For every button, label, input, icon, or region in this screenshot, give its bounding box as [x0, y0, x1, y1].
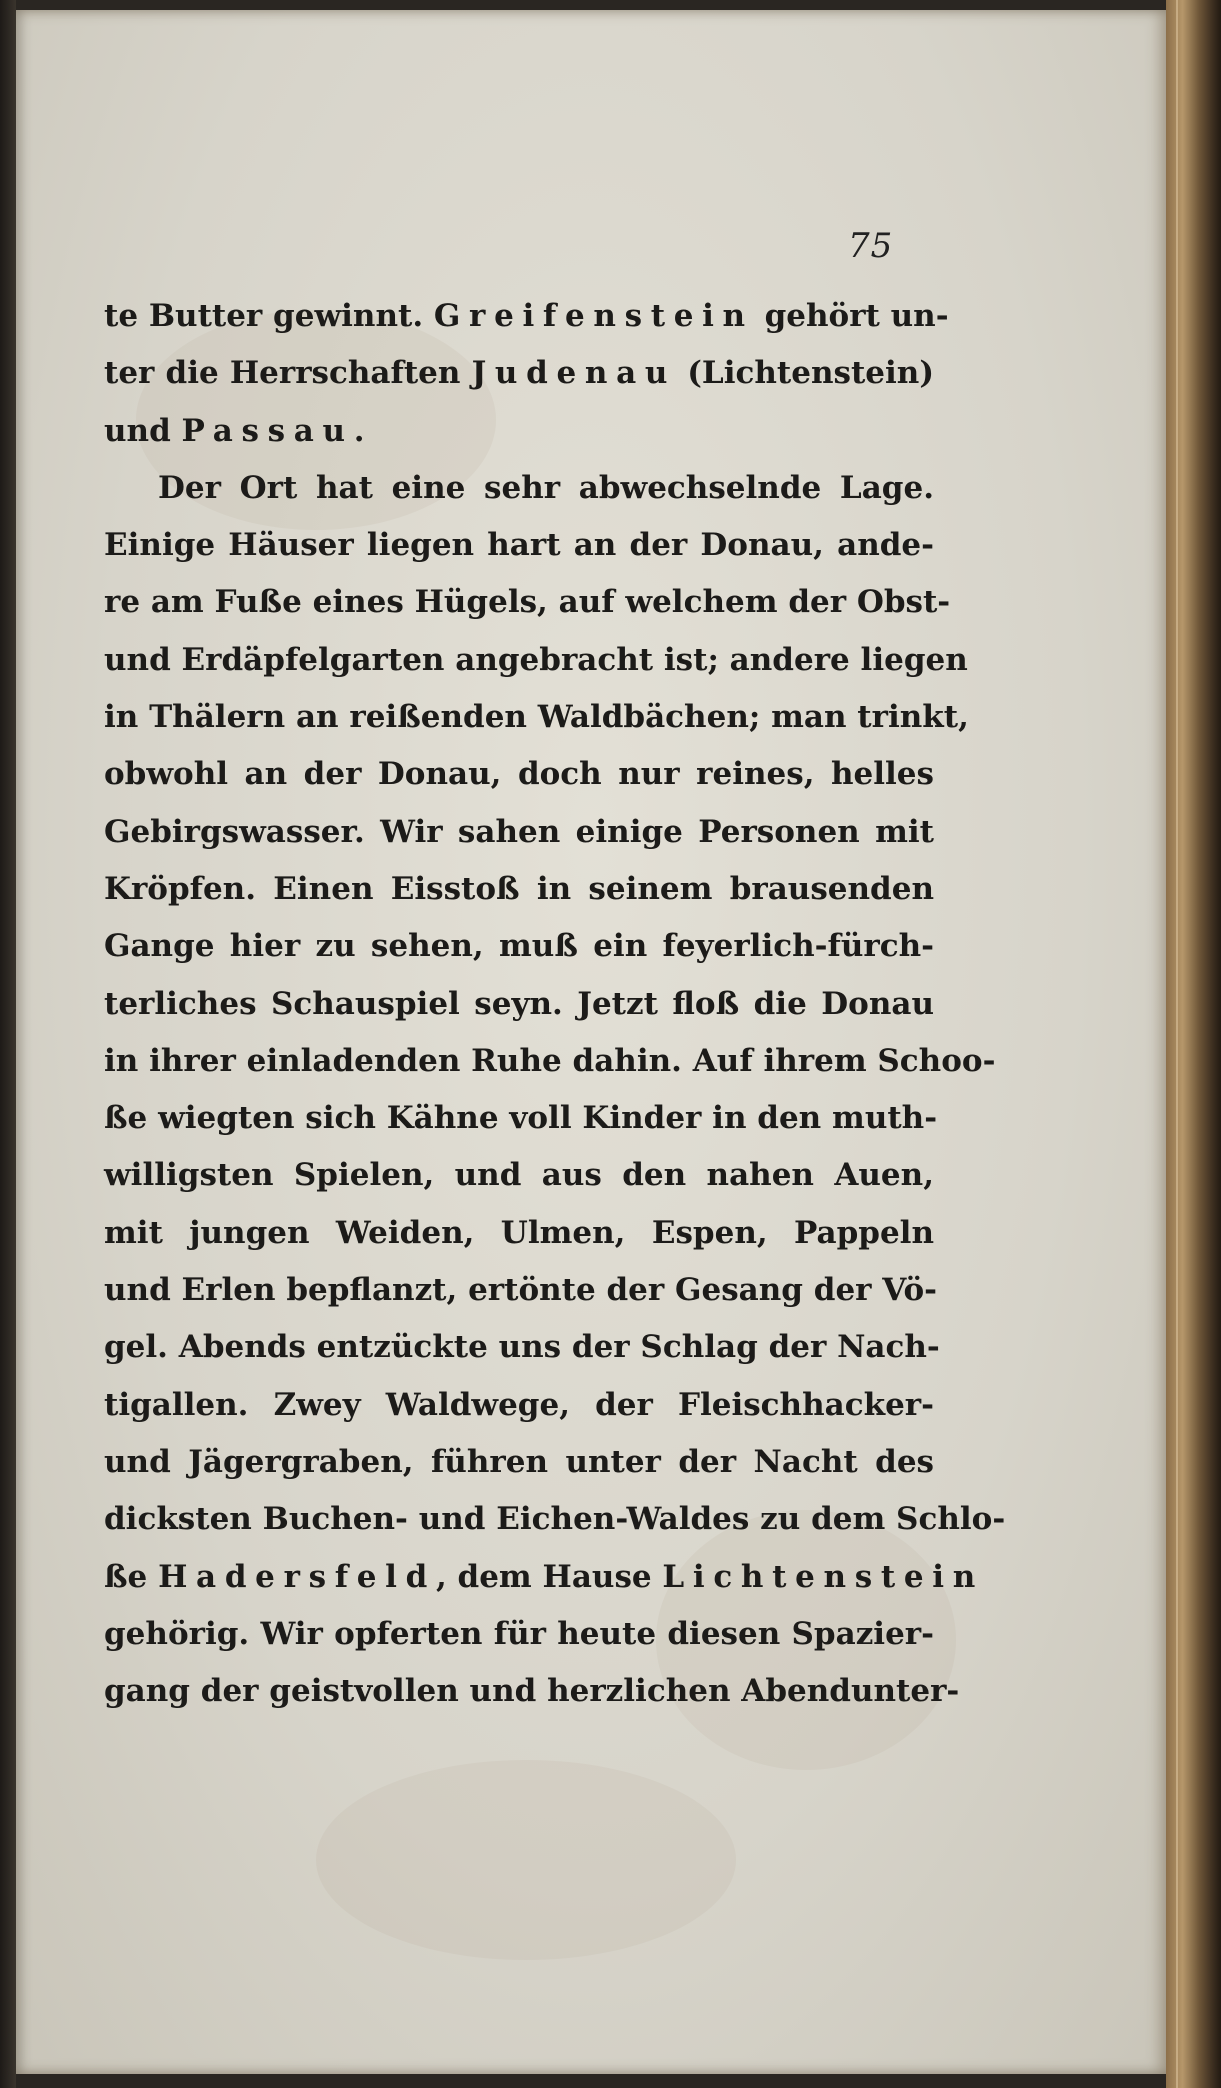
body-text: [104, 288, 1006, 1720]
text-run: gehört un-: [753, 298, 949, 334]
text-run: in Thälern an reißenden Waldbächen; man trinkt,: [104, 699, 969, 736]
text-line: [104, 1147, 934, 1204]
text-run: , dem Hause: [435, 1558, 663, 1595]
text-line: [104, 1434, 934, 1491]
text-line: [104, 1033, 996, 1090]
text-run: Gebirgswasser. Wir sahen einige Personen mit: [104, 813, 934, 850]
text-line: [104, 1377, 934, 1434]
text-run: gel. Abends entzückte uns der Schlag der Nach-: [104, 1329, 940, 1366]
text-line: [104, 918, 934, 975]
text-line: [104, 1262, 938, 1319]
text-line: [104, 689, 969, 746]
text-run: (Lichtenstein): [676, 355, 934, 392]
spaced-name: Hadersfeld: [158, 1558, 436, 1595]
page-stack-edge: [1166, 0, 1221, 2088]
text-run: obwohl an der Donau, doch nur reines, helles: [104, 756, 934, 793]
text-line: [104, 517, 934, 574]
text-run: gang der geistvollen und herzlichen Abendunter-: [104, 1673, 960, 1710]
text-run: willigsten Spielen, und aus den nahen Auen,: [104, 1157, 934, 1194]
text-line: [104, 746, 934, 803]
text-run: te Butter gewinnt.: [104, 298, 434, 334]
text-run: und Jägergraben, führen unter der Nacht des: [104, 1443, 934, 1480]
text-line: [104, 1549, 984, 1606]
spaced-name: Greifenstein: [433, 298, 754, 334]
text-run: .: [353, 412, 365, 449]
text-run: mit jungen Weiden, Ulmen, Espen, Pappeln: [104, 1214, 934, 1251]
text-line: [104, 1663, 960, 1720]
text-run: Kröpfen. Einen Eisstoß in seinem brausenden: [104, 870, 934, 907]
text-line: [104, 1491, 1006, 1548]
text-run: und Erdäpfelgarten angebracht ist; andere liegen: [104, 641, 968, 678]
text-run: ße wiegten sich Kähne voll Kinder in den muth-: [104, 1100, 938, 1137]
text-line: [104, 345, 934, 402]
paper-stain: [316, 1760, 736, 1960]
text-run: ße: [104, 1558, 159, 1595]
spaced-name: Passau: [181, 412, 354, 449]
text-run: dicksten Buchen- und Eichen-Waldes zu dem Schlo-: [104, 1501, 1006, 1538]
text-run: Gange hier zu sehen, muß ein feyerlich-fürch-: [104, 928, 934, 965]
text-run: Der Ort hat eine sehr abwechselnde Lage.: [158, 469, 934, 506]
text-line: [104, 1606, 934, 1663]
text-line: [104, 861, 934, 918]
spaced-name: Judenau: [471, 355, 677, 392]
text-line: [104, 1205, 934, 1262]
text-run: re am Fuße eines Hügels, auf welchem der Obst-: [104, 584, 951, 621]
text-line: [104, 1090, 938, 1147]
text-run: tigallen. Zwey Waldwege, der Fleischhacker-: [104, 1386, 934, 1423]
text-line: [104, 403, 934, 460]
text-run: gehörig. Wir opferten für heute diesen Spazier-: [104, 1615, 934, 1652]
text-run: und Erlen bepflanzt, ertönte der Gesang der Vö-: [104, 1272, 938, 1309]
spaced-name: Lichtenstein: [662, 1558, 984, 1595]
text-run: Einige Häuser liegen hart an der Donau, ande-: [104, 527, 934, 564]
text-run: ter die Herrschaften: [104, 355, 472, 392]
text-line: [104, 1319, 940, 1376]
text-line: [104, 288, 949, 345]
text-line: [104, 976, 934, 1033]
text-run: in ihrer einladenden Ruhe dahin. Auf ihrem Schoo-: [104, 1042, 996, 1079]
text-line: [104, 460, 934, 517]
page-number: 75: [848, 226, 894, 266]
book-spine-edge: [0, 0, 16, 2088]
text-line: [104, 632, 968, 689]
text-run: terliches Schauspiel seyn. Jetzt floß die Donau: [104, 985, 934, 1022]
text-line: [104, 804, 934, 861]
text-run: und: [104, 412, 182, 449]
text-line: [104, 574, 951, 631]
